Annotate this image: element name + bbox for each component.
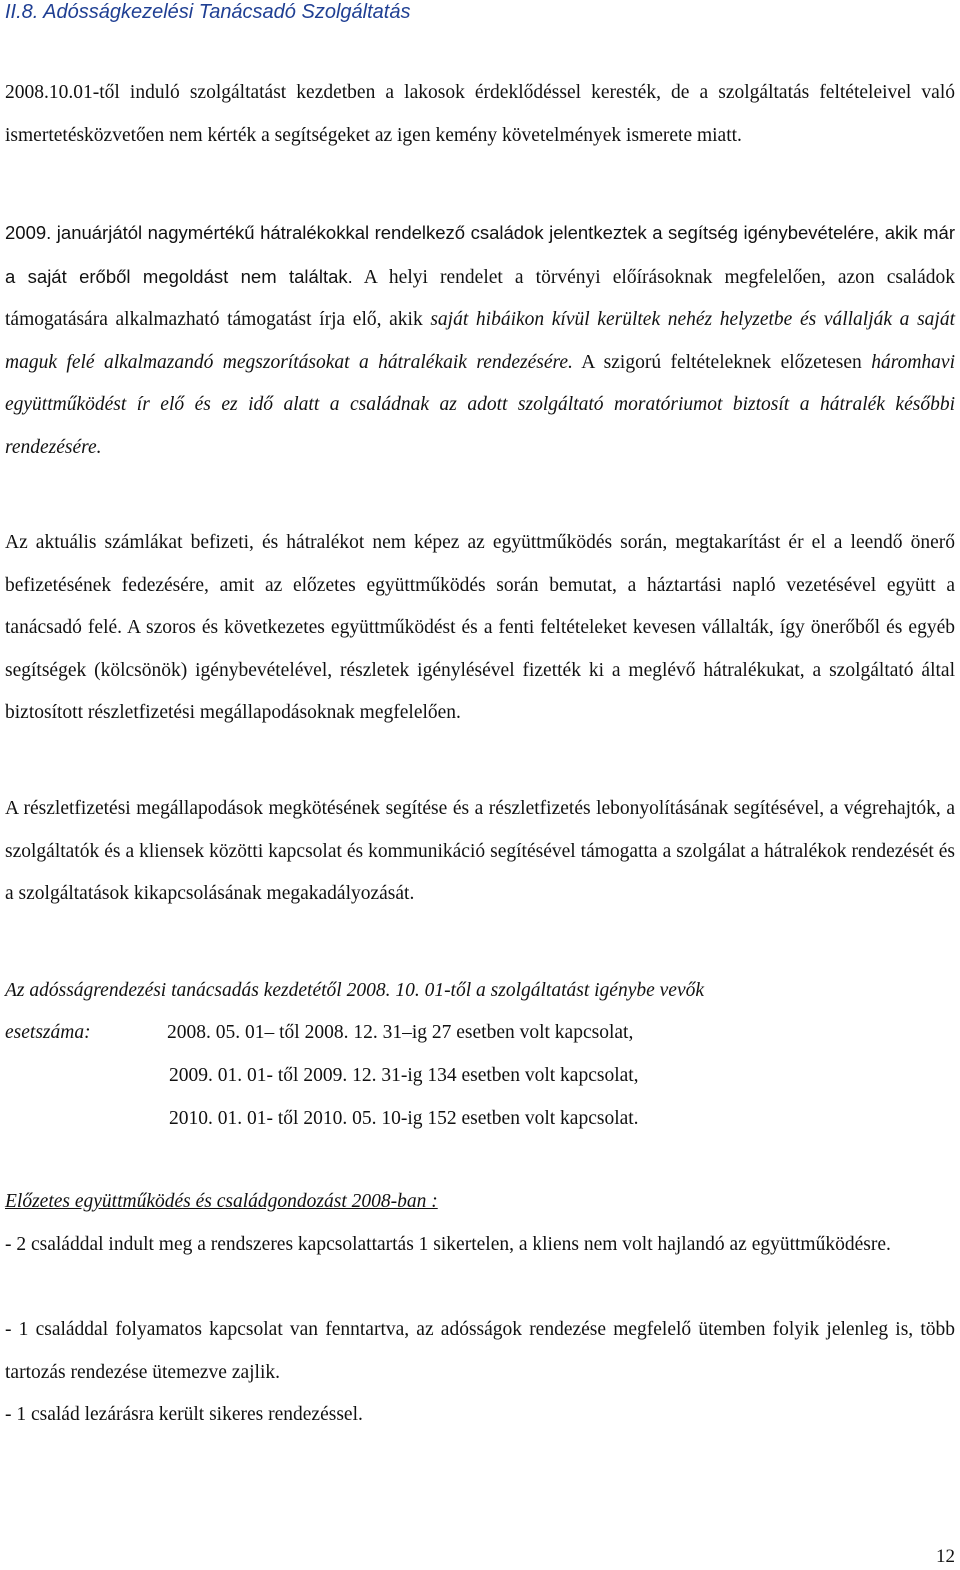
- paragraph-installments: A részletfizetési megállapodások megkötésének segítése és a részletfizetés lebonyolításának segítésével, a végrehajtók, a szolgáltatók és a kliensek közötti kapcsolat és kommunikáció segítésével támogatta a szolgálat a hátralékok rendezését és a szolgáltatások kikapcsolásának megakadályozását.: [5, 798, 955, 904]
- paragraph-2009: [5, 212, 955, 469]
- stats-intro-label: esetszáma:: [5, 1022, 91, 1043]
- paragraph-intro: 2008.10.01-től induló szolgáltatást kezdetben a lakosok érdeklődéssel keresték, de a szolgáltatás feltételeivel való ismertetésközvetően nem kérték a segítségeket az igen kemény követelmények ismerete miatt.: [5, 82, 955, 146]
- prelim-item: - 2 családdal indult meg a rendszeres kapcsolattartás 1 sikertelen, a kliens nem volt hajlandó az együttműködésre.: [5, 1234, 891, 1255]
- prelim-item: - 1 családdal folyamatos kapcsolat van fenntartva, az adósságok rendezése megfelelő ütemben folyik jelenleg is, több tartozás rendezése ütemezve zajlik.: [5, 1319, 955, 1383]
- prelim-title: Előzetes együttműködés és családgondozást 2008-ban :: [5, 1191, 438, 1212]
- stats-intro-line: Az adósságrendezési tanácsadás kezdetétől 2008. 10. 01-től a szolgáltatást igénybe vevők: [5, 980, 705, 1001]
- paragraph-2009-text2: A szigorú feltételeknek előzetesen: [572, 351, 872, 373]
- paragraph-2009-italic1: saját hibáikon kívül kerültek nehéz helyzetbe és vállalják a saját maguk felé alkalmazandó megszorításokat a hátralékaik rendezésére.: [5, 309, 955, 373]
- paragraph-2009-text1: A helyi rendelet a törvényi előírásoknak megfelelően, azon családok támogatására alkalmazható támogatást írja elő, akik: [5, 266, 956, 330]
- paragraph-2009-italic2: háromhavi együttműködést ír elő és ez idő alatt a családnak az adott szolgáltató moratóriumot biztosít a hátralék későbbi rendezésére.: [5, 351, 955, 458]
- page-number: 12: [936, 1546, 955, 1567]
- prelim-item: - 1 család lezárásra került sikeres rendezéssel.: [5, 1404, 363, 1425]
- stats-row: 2009. 01. 01- től 2009. 12. 31-ig 134 esetben volt kapcsolat,: [169, 1065, 639, 1086]
- paragraph-2009-sans: 2009. januárjától nagymértékű hátralékokkal rendelkező családok jelentkeztek a segítség igénybevételére, akik már a saját erőből megoldást nem találtak.: [5, 222, 955, 287]
- stats-row: 2008. 05. 01– től 2008. 12. 31–ig 27 esetben volt kapcsolat,: [167, 1022, 634, 1043]
- paragraph-current-bills: Az aktuális számlákat befizeti, és hátralékot nem képez az együttműködés során, megtakarítást ér el a leendő önerő befizetésének fedezésére, amit az előzetes együttműködés során bemutat, a háztartási napló vezetésével együtt a tanácsadó felé. A szoros és következetes együttműködést és a fenti feltételeket kevesen vállalták, így önerőből és egyéb segítségek (kölcsönök) igénybevételével, részletek igénylésével fizették ki a meglévő hátralékukat, a szolgáltató által biztosított részletfizetési megállapodásoknak megfelelően.: [5, 532, 955, 723]
- section-heading: II.8. Adósságkezelési Tanácsadó Szolgáltatás: [5, 1, 411, 23]
- stats-row: 2010. 01. 01- től 2010. 05. 10-ig 152 esetben volt kapcsolat.: [169, 1108, 639, 1129]
